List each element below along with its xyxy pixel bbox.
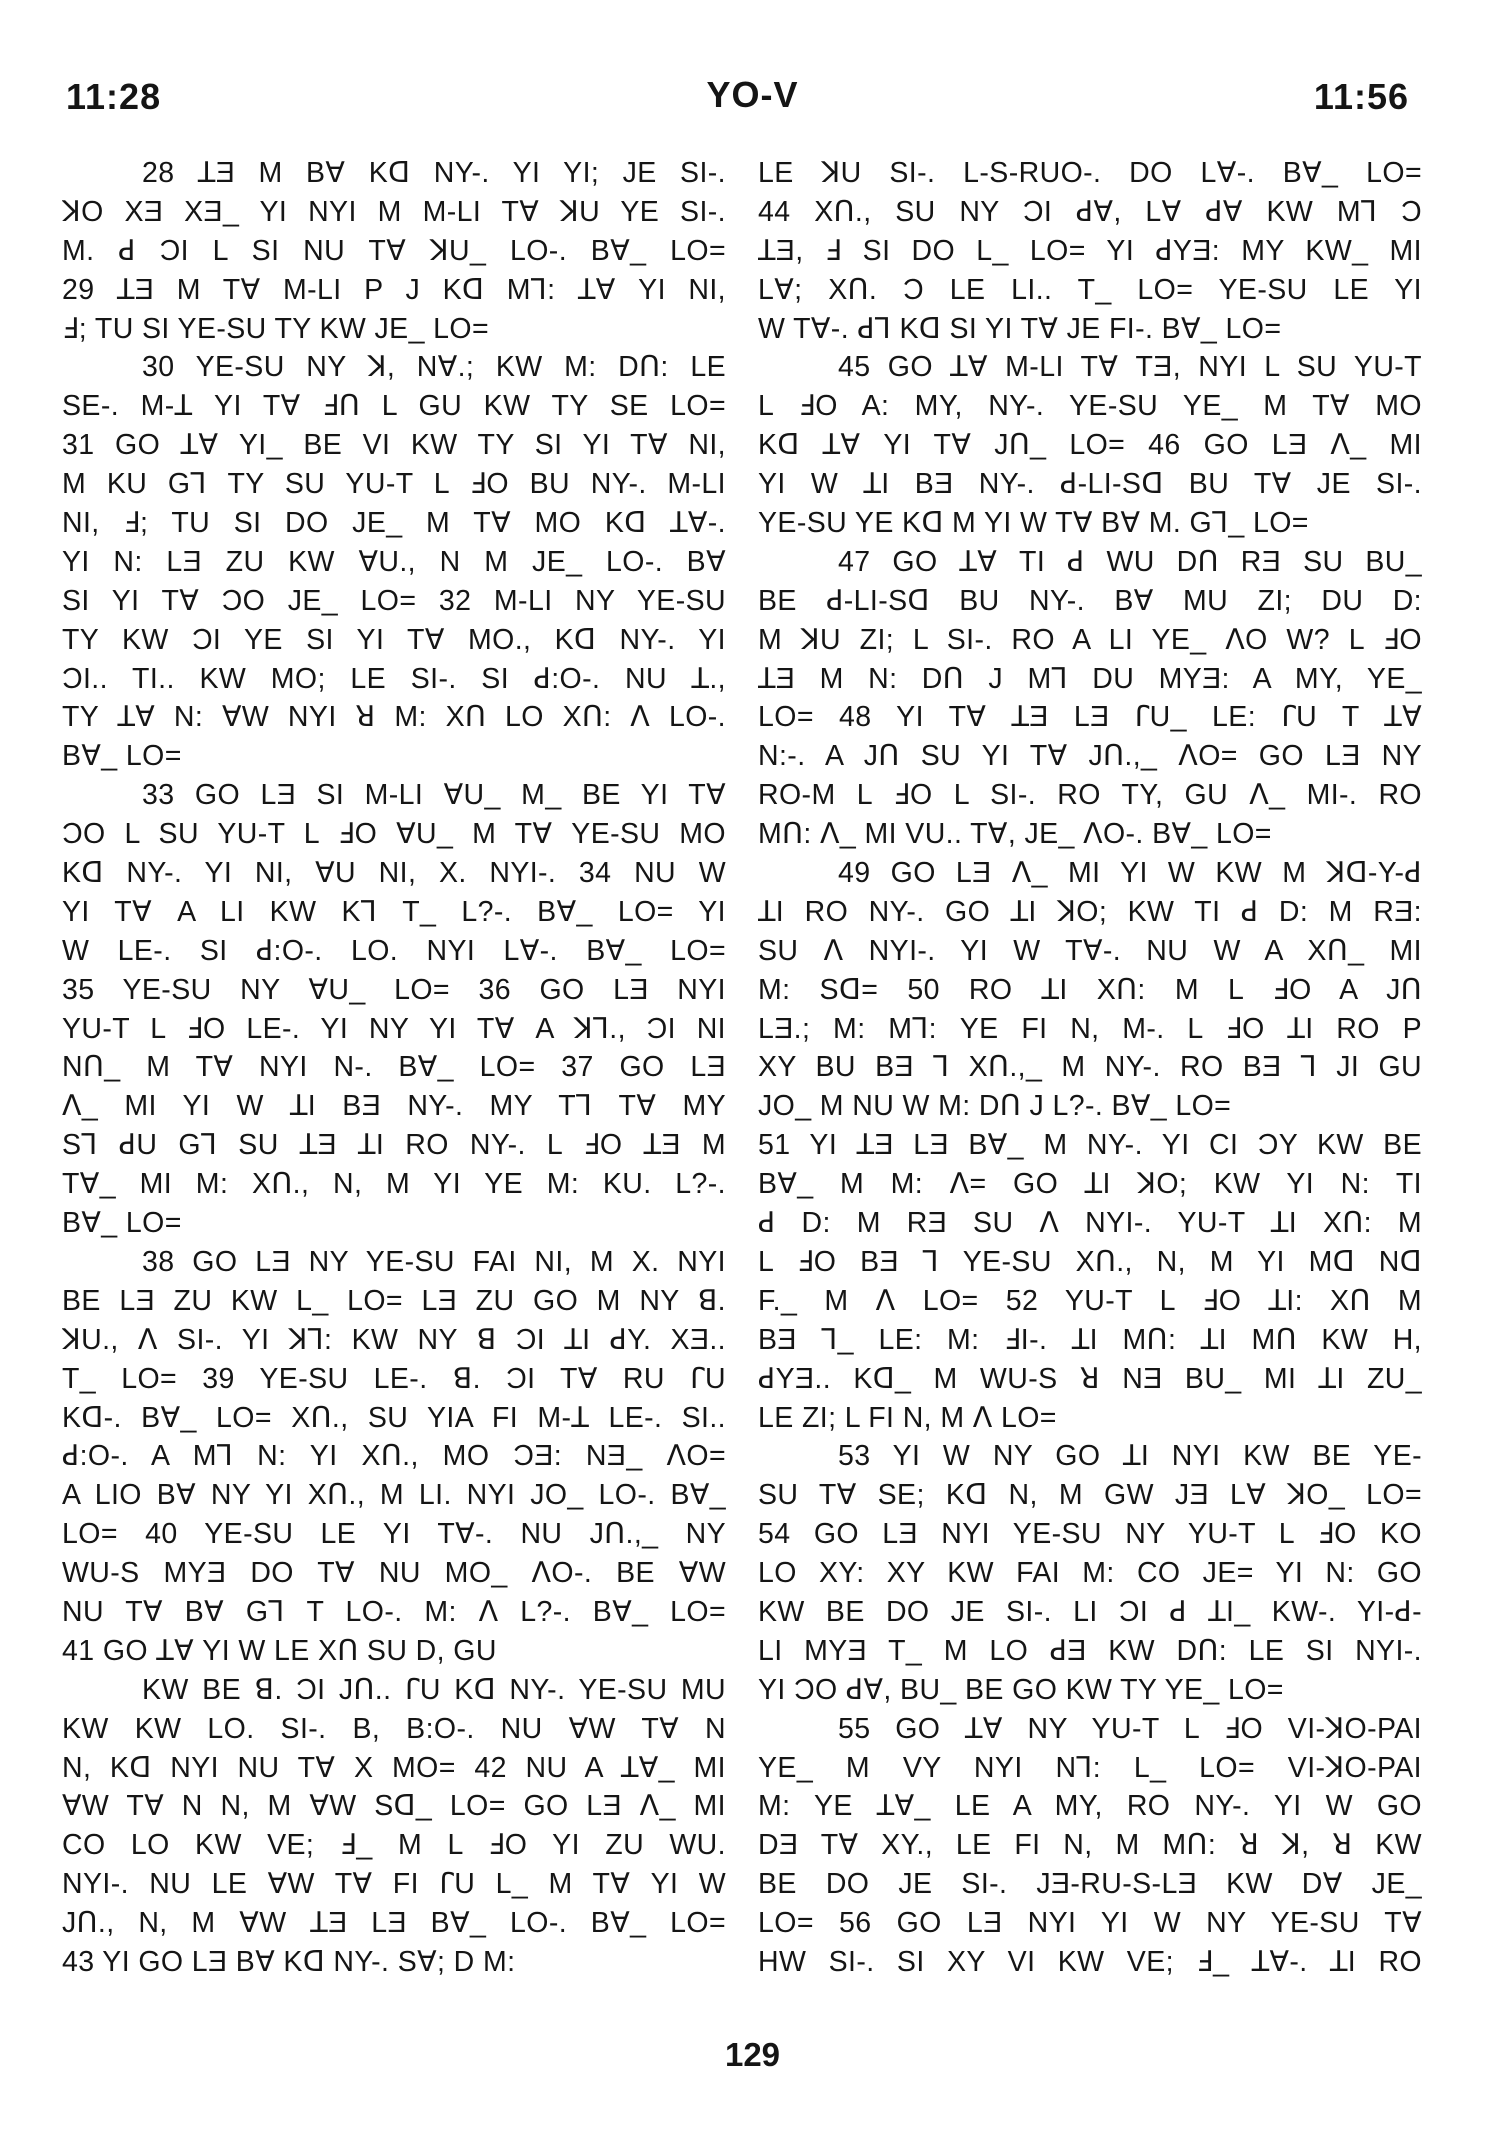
text-line: 47 GO ꓕꓯ TI ꓒ WU Dꓵ RƎ SU BU_ bbox=[838, 545, 1422, 578]
text-line: KW BE ꓭ. ƆI Jꓵ.. ꓩU Kᗡ NY-. YE-SU MU bbox=[142, 1673, 726, 1706]
text-line: ꓕƎ M N: Dꓵ J Mꓶ DU MYƎ: A MY, YE_ bbox=[758, 662, 1422, 695]
text-line: Bꓯ_ M M: ꓥ= GO ꓕI ꓘO; KW YI N: TI bbox=[758, 1168, 1422, 1201]
text-line: LE ZI; L FI N, M ꓥ LO= bbox=[758, 1401, 1057, 1434]
text-line: Jꓵ., N, M ꓯW ꓕƎ LƎ Bꓯ_ LO-. Bꓯ_ LO= bbox=[62, 1907, 726, 1940]
text-line: Bꓯ_ LO= bbox=[62, 1207, 182, 1240]
text-line: Nꓵ_ M Tꓯ NYI N-. Bꓯ_ LO= 37 GO LƎ bbox=[62, 1051, 726, 1084]
text-line: 54 GO LƎ NYI YE-SU NY YU-T L ꓞO KO bbox=[758, 1518, 1422, 1551]
text-line: YI ƆO ꓒꓯ, BU_ BE GO KW TY YE_ LO= bbox=[758, 1673, 1284, 1706]
text-line: DƎ Tꓯ XY., LE FI N, M Mꓵ: ꓤ ꓘ, ꓤ KW bbox=[758, 1829, 1422, 1862]
text-line: Sꓶ ꓒU Gꓶ SU ꓕƎ ꓕI RO NY-. L ꓞO ꓕƎ M bbox=[62, 1129, 726, 1162]
text-line: NU Tꓯ Bꓯ Gꓶ T LO-. M: ꓥ L?-. Bꓯ_ LO= bbox=[62, 1595, 726, 1628]
text-line: YI Tꓯ A LI KW Kꓶ T_ L?-. Bꓯ_ LO= YI bbox=[62, 895, 726, 928]
text-line: SU Tꓯ SE; Kᗡ N, M GW JƎ Lꓯ ꓘO_ LO= bbox=[758, 1479, 1422, 1512]
text-line: Mꓵ: ꓥ_ MI VU.. Tꓯ, JE_ ꓥO-. Bꓯ_ LO= bbox=[758, 818, 1272, 851]
text-line: W LE-. SI ꓒ:O-. LO. NYI Lꓯ-. Bꓯ_ LO= bbox=[62, 934, 726, 967]
text-line: KW KW LO. SI-. B, B:O-. NU ꓯW Tꓯ N bbox=[62, 1712, 726, 1745]
text-line: TY KW ƆI YE SI YI Tꓯ MO., Kᗡ NY-. YI bbox=[62, 623, 726, 656]
text-line: 53 YI W NY GO ꓕI NYI KW BE YE- bbox=[838, 1440, 1422, 1473]
text-line: 29 ꓕƎ M Tꓯ M-LI P J Kᗡ Mꓶ: ꓕꓯ YI NI, bbox=[62, 273, 726, 306]
text-line: YU-T L ꓞO LE-. YI NY YI Tꓯ A ꓘꓶ., ƆI NI bbox=[62, 1012, 726, 1045]
text-line: Kᗡ NY-. YI NI, ꓯU NI, X. NYI-. 34 NU W bbox=[62, 857, 726, 890]
text-line: NYI-. NU LE ꓯW Tꓯ FI ꓩU L_ M Tꓯ YI W bbox=[62, 1868, 726, 1901]
text-line: N:-. A Jꓵ SU YI Tꓯ Jꓵ.,_ ꓥO= GO LƎ NY bbox=[758, 740, 1422, 773]
text-line: L ꓞO A: MY, NY-. YE-SU YE_ M Tꓯ MO bbox=[758, 390, 1422, 423]
text-line: 45 GO ꓕꓯ M-LI Tꓯ TƎ, NYI L SU YU-T bbox=[838, 351, 1422, 384]
text-line: ꓯW Tꓯ N N, M ꓯW Sᗡ_ LO= GO LƎ ꓥ_ MI bbox=[62, 1790, 726, 1823]
text-line: Lꓯ; Xꓵ. Ɔ LE LI.. T_ LO= YE-SU LE YI bbox=[758, 273, 1422, 306]
text-line: LƎ.; M: Mꓶ: YE FI N, M-. L ꓞO ꓕI RO P bbox=[758, 1012, 1422, 1045]
text-line: F._ M ꓥ LO= 52 YU-T L ꓞO ꓕI: Xꓵ M bbox=[758, 1284, 1422, 1317]
header-book-title: YO-V bbox=[706, 74, 799, 115]
text-line: XY BU BƎ ꓶ Xꓵ.,_ M NY-. RO BƎ ꓶ JI GU bbox=[758, 1051, 1422, 1084]
text-line: M. ꓒ ƆI L SI NU Tꓯ ꓘU_ LO-. Bꓯ_ LO= bbox=[62, 234, 726, 267]
text-line: 51 YI ꓕƎ LƎ Bꓯ_ M NY-. YI CI ƆY KW BE bbox=[758, 1129, 1422, 1162]
text-line: BE DO JE SI-. JƎ-RU-S-LƎ KW Dꓯ JE_ bbox=[758, 1868, 1422, 1901]
text-line: LO XY: XY KW FAI M: CO JE= YI N: GO bbox=[758, 1557, 1422, 1590]
text-line: T_ LO= 39 YE-SU LE-. ꓭ. ƆI Tꓯ RU ꓩU bbox=[62, 1362, 726, 1395]
text-line: M: YE ꓕꓯ_ LE A MY, RO NY-. YI W GO bbox=[758, 1790, 1422, 1823]
text-line: KW BE DO JE SI-. LI ƆI ꓒ ꓕI_ KW-. YI-ꓒ- bbox=[758, 1595, 1422, 1628]
text-line: 49 GO LƎ ꓥ_ MI YI W KW M ꓘᗡ-Y-ꓒ bbox=[838, 857, 1422, 890]
text-line: BE ꓒ-LI-Sᗡ BU NY-. Bꓯ MU ZI; DU D: bbox=[758, 584, 1422, 617]
text-line: LO= 56 GO LƎ NYI YI W NY YE-SU Tꓯ bbox=[758, 1907, 1422, 1940]
text-line: ꓒ D: M RƎ SU ꓥ NYI-. YU-T ꓕI Xꓵ: M bbox=[758, 1207, 1422, 1240]
text-line: YE-SU YE Kᗡ M YI W Tꓯ Bꓯ M. Gꓶ_ LO= bbox=[758, 507, 1309, 540]
text-line: Kᗡ ꓕꓯ YI Tꓯ Jꓵ_ LO= 46 GO LƎ ꓥ_ MI bbox=[758, 429, 1422, 462]
text-line: Bꓯ_ LO= bbox=[62, 740, 182, 773]
text-line: ꓒYƎ.. Kᗡ_ M WU-S ꓤ NƎ BU_ MI ꓕI ZU_ bbox=[758, 1362, 1422, 1395]
text-line: M KU Gꓶ TY SU YU-T L ꓞO BU NY-. M-LI bbox=[62, 468, 726, 501]
text-line: YI W ꓕI BƎ NY-. ꓒ-LI-Sᗡ BU Tꓯ JE SI-. bbox=[758, 468, 1422, 501]
text-line: 28 ꓕƎ M Bꓯ Kᗡ NY-. YI YI; JE SI-. bbox=[142, 157, 726, 189]
text-line: BƎ ꓶ_ LE: M: ꓞI-. ꓕI Mꓵ: ꓕI Mꓵ KW H, bbox=[758, 1323, 1422, 1356]
text-line: 44 Xꓵ., SU NY ƆI ꓒꓯ, Lꓯ ꓒꓯ KW Mꓶ Ɔ bbox=[758, 195, 1422, 228]
text-line: SE-. M-ꓕ YI Tꓯ ꓞꓵ L GU KW TY SE LO= bbox=[62, 390, 726, 423]
text-line: 41 GO ꓕꓯ YI W LE Xꓵ SU D, GU bbox=[62, 1634, 497, 1667]
header-right-reference: 11:56 bbox=[1313, 76, 1409, 117]
text-line: 38 GO LƎ NY YE-SU FAI NI, M X. NYI bbox=[142, 1245, 726, 1278]
text-line: Tꓯ_ MI M: Xꓵ., N, M YI YE M: KU. L?-. bbox=[62, 1168, 726, 1201]
text-line: L ꓞO BƎ ꓶ YE-SU Xꓵ., N, M YI Mᗡ Nᗡ bbox=[758, 1245, 1422, 1278]
text-line: NI, Ⅎ; TU SI DO JE_ M Tꓯ MO Kᗡ ꓕꓯ-. bbox=[62, 507, 726, 540]
text-line: LO= 48 YI Tꓯ ꓕƎ LƎ ꓩU_ LE: ꓩU T ꓕꓯ bbox=[758, 701, 1422, 734]
text-line: LE ꓘU SI-. L-S-RUO-. DO Lꓯ-. Bꓯ_ LO= bbox=[758, 157, 1422, 189]
text-line: ꓒ:O-. A Mꓶ N: YI Xꓵ., MO ƆƎ: NƎ_ ꓥO= bbox=[62, 1440, 726, 1473]
text-line: 35 YE-SU NY ꓯU_ LO= 36 GO LƎ NYI bbox=[62, 973, 726, 1006]
text-column-right bbox=[758, 154, 1422, 1982]
text-line: 31 GO ꓕꓯ YI_ BE VI KW TY SI YI Tꓯ NI, bbox=[62, 429, 726, 462]
text-line: Ⅎ; TU SI YE-SU TY KW JE_ LO= bbox=[62, 312, 489, 345]
text-line: YE_ M VY NYI Nꓶ: L_ LO= VI-ꓘO-PAI bbox=[758, 1751, 1422, 1784]
text-line: WU-S MYƎ DO Tꓯ NU MO_ ꓥO-. BE ꓯW bbox=[62, 1557, 726, 1590]
header-left-reference: 11:28 bbox=[66, 76, 162, 117]
text-line: 55 GO ꓕꓯ NY YU-T L ꓞO VI-ꓘO-PAI bbox=[838, 1712, 1422, 1745]
text-line: Kᗡ-. Bꓯ_ LO= Xꓵ., SU YIA FI M-ꓕ LE-. SI.. bbox=[62, 1401, 726, 1434]
text-line: CO LO KW VE; Ⅎ_ M L ꓞO YI ZU WU. bbox=[62, 1829, 726, 1862]
text-line: SU ꓥ NYI-. YI W Tꓯ-. NU W A Xꓵ_ MI bbox=[758, 934, 1422, 967]
text-line: JO_ M NU W M: Dꓵ J L?-. Bꓯ_ LO= bbox=[758, 1090, 1232, 1123]
text-line: N, Kᗡ NYI NU Tꓯ X MO= 42 NU A ꓕꓯ_ MI bbox=[62, 1751, 726, 1784]
text-column-left bbox=[62, 154, 726, 1982]
text-line: M: Sᗡ= 50 RO ꓕI Xꓵ: M L ꓞO A Jꓵ bbox=[758, 973, 1422, 1006]
text-line: M ꓘU ZI; L SI-. RO A LI YE_ ꓥO W? L ꓞO bbox=[758, 623, 1422, 656]
text-line: 43 YI GO LƎ Bꓯ Kᗡ NY-. Sꓯ; D M: bbox=[62, 1945, 516, 1978]
text-line: SI YI Tꓯ ƆO JE_ LO= 32 M-LI NY YE-SU bbox=[62, 584, 726, 617]
text-line: ꓕI RO NY-. GO ꓕI ꓘO; KW TI ꓒ D: M RƎ: bbox=[758, 895, 1422, 928]
text-line: LI MYƎ T_ M LO ꓒƎ KW Dꓵ: LE SI NYI-. bbox=[758, 1634, 1422, 1667]
text-line: TY ꓕꓯ N: ꓯW NYI ꓤ M: Xꓵ LO Xꓵ: ꓥ LO-. bbox=[62, 701, 726, 734]
text-line: ꓘU., ꓥ SI-. YI ꓘꓶ: KW NY ꓭ ƆI ꓕI ꓒY. XƎ.. bbox=[62, 1323, 726, 1356]
text-line: YI N: LƎ ZU KW ꓯU., N M JE_ LO-. Bꓯ bbox=[62, 545, 726, 578]
text-line: 33 GO LƎ SI M-LI ꓯU_ M_ BE YI Tꓯ bbox=[142, 779, 726, 812]
page-number: 129 bbox=[724, 2036, 781, 2073]
text-line: ꓘO XƎ XƎ_ YI NYI M M-LI Tꓯ ꓘU YE SI-. bbox=[62, 195, 726, 228]
text-line: BE LƎ ZU KW L_ LO= LƎ ZU GO M NY ꓭ. bbox=[62, 1284, 726, 1317]
text-line: RO-M L ꓞO L SI-. RO TY, GU ꓥ_ MI-. RO bbox=[758, 779, 1422, 812]
text-line: HW SI-. SI XY VI KW VE; Ⅎ_ ꓕꓯ-. ꓕI RO bbox=[758, 1945, 1422, 1978]
text-line: ꓕƎ, Ⅎ SI DO L_ LO= YI ꓒYƎ: MY KW_ MI bbox=[758, 234, 1422, 267]
text-line: ƆI.. TI.. KW MO; LE SI-. SI ꓒ:O-. NU ꓕ., bbox=[62, 662, 726, 695]
text-line: ƆO L SU YU-T L ꓞO ꓯU_ M Tꓯ YE-SU MO bbox=[62, 818, 726, 851]
text-line: 30 YE-SU NY ꓘ, Nꓯ.; KW M: Dꓵ: LE bbox=[142, 351, 726, 384]
text-line: ꓥ_ MI YI W ꓕI BƎ NY-. MY Tꓶ Tꓯ MY bbox=[62, 1090, 726, 1123]
text-line: LO= 40 YE-SU LE YI Tꓯ-. NU Jꓵ.,_ NY bbox=[62, 1518, 726, 1551]
text-line: W Tꓯ-. ꓒꓶ Kᗡ SI YI Tꓯ JE FI-. Bꓯ_ LO= bbox=[758, 312, 1282, 345]
text-line: A LIO Bꓯ NY YI Xꓵ., M LI. NYI JO_ LO-. Bꓯ_ bbox=[62, 1479, 726, 1512]
